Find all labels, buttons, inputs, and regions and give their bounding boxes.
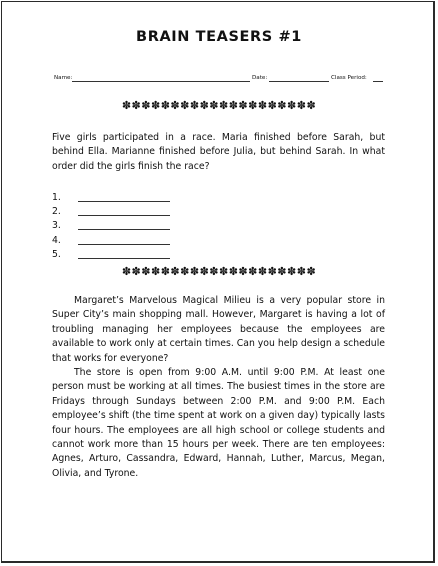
puzzle-1-text: Five girls participated in a race. Maria finished before Sarah, but behind Ella. Marianne finished before Julia, but behind Sarah. In what order did the girls finish the race? xyxy=(52,132,385,172)
answer-number: 2. xyxy=(52,206,61,218)
student-info-row xyxy=(54,75,392,85)
class-period-field[interactable] xyxy=(373,81,383,82)
answer-blank[interactable] xyxy=(78,201,170,202)
answer-number: 3. xyxy=(52,220,61,232)
answer-number: 4. xyxy=(52,234,61,246)
answer-number: 1. xyxy=(52,192,61,203)
name-label: Name: xyxy=(54,75,73,81)
flower-divider-middle: ✽✽✽✽✽✽✽✽✽✽✽✽✽✽✽✽✽✽✽✽ xyxy=(121,265,317,278)
date-field[interactable] xyxy=(269,81,329,82)
class-period-label: Class Period: xyxy=(331,75,367,81)
answer-blank[interactable] xyxy=(78,244,170,245)
answer-blank[interactable] xyxy=(78,229,170,230)
date-label: Date: xyxy=(252,75,268,81)
answer-number: 5. xyxy=(52,248,61,260)
answer-blank[interactable] xyxy=(78,215,170,216)
puzzle-1-question xyxy=(52,131,385,174)
worksheet-title: BRAIN TEASERS #1 xyxy=(136,29,302,45)
answer-blank[interactable] xyxy=(78,258,170,259)
name-field[interactable] xyxy=(72,81,250,82)
flower-divider-top: ✽✽✽✽✽✽✽✽✽✽✽✽✽✽✽✽✽✽✽✽ xyxy=(121,99,317,112)
puzzle-2-paragraph-1: Margaret’s Marvelous Magical Milieu is a very popular store in Super City’s main shopping mall. However, Margaret is having a lot of troubling managing her employees because the employees are available to work only at certain times. Can you help design a schedule that works for everyone? xyxy=(52,295,385,364)
puzzle-2-paragraph-2: The store is open from 9:00 A.M. until 9:00 P.M. At least one person must be working at all times. The busiest times in the store are Fridays through Sundays between 2:00 P.M. and 9:00 P.M. Each employee’s shift (the time spent at work on a given day) typically lasts four hours. The employees are all high school or college students and cannot work more than 15 hours per week. There are ten employees: Agnes, Arturo, Cassandra, Edward, Hannah, Luther, Marcus, Megan, Olivia, and Tyrone. xyxy=(52,367,385,479)
puzzle-2-text xyxy=(52,294,385,481)
